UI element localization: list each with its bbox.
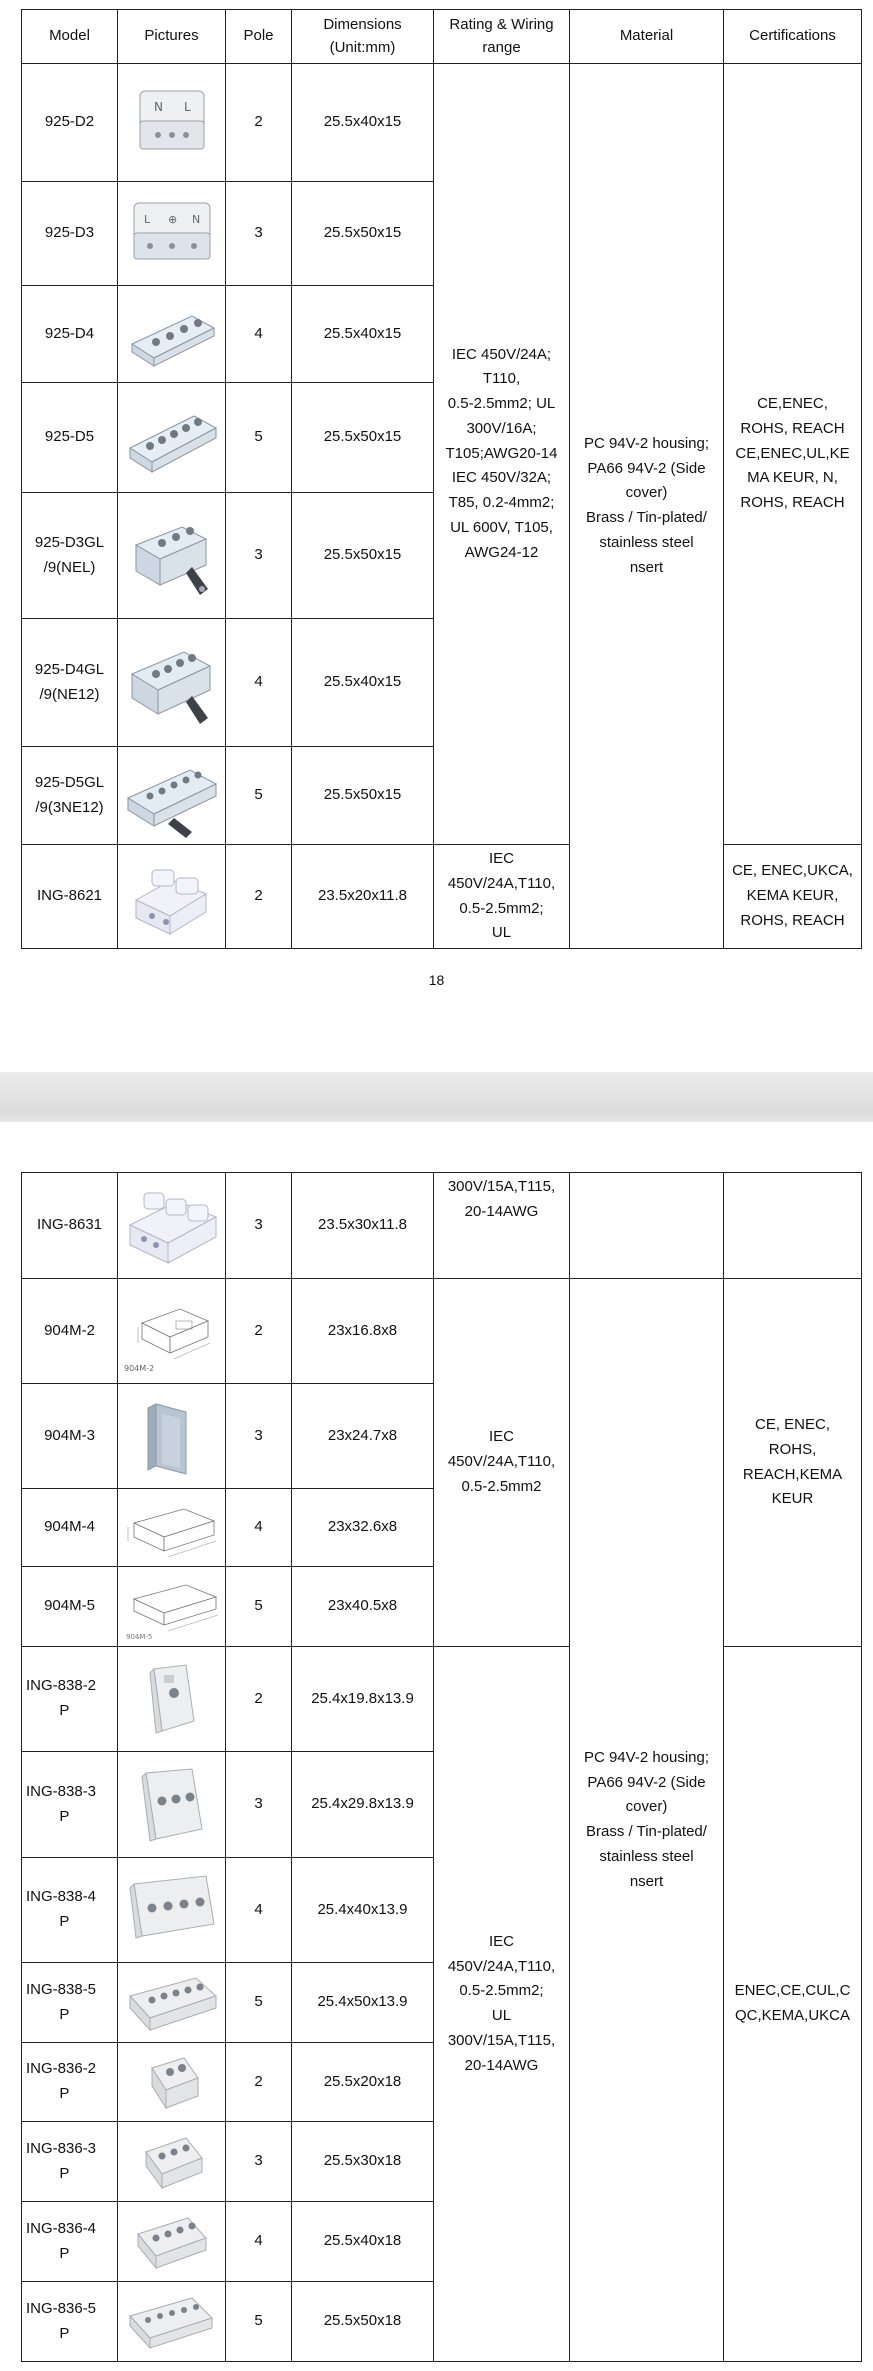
product-image xyxy=(118,182,226,286)
pole-cell: 4 xyxy=(226,2202,292,2282)
pole-cell: 4 xyxy=(226,1489,292,1567)
svg-text:L: L xyxy=(183,99,191,114)
pole-cell: 2 xyxy=(226,64,292,182)
pole-cell: 2 xyxy=(226,2043,292,2122)
pole-cell: 2 xyxy=(226,845,292,949)
pole-cell: 4 xyxy=(226,286,292,383)
model-cell: 925-D2 xyxy=(22,64,118,182)
product-image xyxy=(118,2282,226,2362)
pole-cell: 3 xyxy=(226,182,292,286)
material-cell-empty xyxy=(570,1173,724,1279)
model-cell: ING-838-3 P xyxy=(22,1752,118,1858)
certifications-cell: CE, ENEC, ROHS, REACH,KEMA KEUR xyxy=(724,1279,862,1647)
table-row xyxy=(22,1647,862,1752)
dimensions-cell: 25.4x50x13.9 xyxy=(292,1963,434,2043)
dimensions-cell: 23x32.6x8 xyxy=(292,1489,434,1567)
image-caption: 904M-5 xyxy=(126,1632,153,1641)
model-cell: 925-D3 xyxy=(22,182,118,286)
model-cell: 904M-4 xyxy=(22,1489,118,1567)
product-image xyxy=(118,1173,226,1279)
certifications-cell: CE, ENEC,UKCA, KEMA KEUR, ROHS, REACH xyxy=(724,845,862,949)
table-row xyxy=(22,64,862,182)
product-image xyxy=(118,619,226,747)
dimensions-cell: 25.5x50x15 xyxy=(292,383,434,493)
product-image xyxy=(118,2122,226,2202)
rating-cell: IEC 450V/24A,T110, 0.5-2.5mm2; UL xyxy=(434,845,570,949)
dimensions-cell: 25.5x50x18 xyxy=(292,2282,434,2362)
dimensions-cell: 25.5x50x15 xyxy=(292,493,434,619)
svg-text:⊕: ⊕ xyxy=(167,212,177,226)
svg-text:N: N xyxy=(153,99,163,114)
dimensions-cell: 23x40.5x8 xyxy=(292,1567,434,1647)
model-cell: ING-8621 xyxy=(22,845,118,949)
product-image xyxy=(118,64,226,182)
model-cell: ING-836-3 P xyxy=(22,2122,118,2202)
model-cell: ING-838-2 P xyxy=(22,1647,118,1752)
product-image xyxy=(118,1963,226,2043)
spec-table-page-1 xyxy=(21,9,862,949)
pole-cell: 3 xyxy=(226,2122,292,2202)
pole-cell: 3 xyxy=(226,1384,292,1489)
rating-cell: IEC 450V/24A,T110, 0.5-2.5mm2; UL 300V/15A,T115, 20-14AWG xyxy=(434,1647,570,2362)
dimensions-cell: 25.5x40x15 xyxy=(292,64,434,182)
model-cell: 925-D4GL /9(NE12) xyxy=(22,619,118,747)
document-page-1 xyxy=(0,0,873,1072)
model-cell: 925-D3GL /9(NEL) xyxy=(22,493,118,619)
dimensions-cell: 25.5x50x15 xyxy=(292,182,434,286)
certifications-cell: ENEC,CE,CUL,C QC,KEMA,UKCA xyxy=(724,1647,862,2362)
product-image xyxy=(118,1279,226,1384)
product-image xyxy=(118,845,226,949)
spec-table-page-2 xyxy=(21,1172,862,2362)
pole-cell: 5 xyxy=(226,2282,292,2362)
product-image xyxy=(118,286,226,383)
material-cell: PC 94V-2 housing; PA66 94V-2 (Side cover) Brass / Tin-plated/ stainless steel nsert xyxy=(570,64,724,949)
product-image xyxy=(118,1567,226,1647)
model-cell: ING-836-2 P xyxy=(22,2043,118,2122)
model-cell: 904M-5 xyxy=(22,1567,118,1647)
table-row xyxy=(22,845,862,949)
pole-cell: 5 xyxy=(226,383,292,493)
pole-cell: 5 xyxy=(226,1567,292,1647)
header-model: Model xyxy=(22,10,118,64)
document-page-2 xyxy=(0,1122,873,2371)
dimensions-cell: 25.5x20x18 xyxy=(292,2043,434,2122)
product-image xyxy=(118,1858,226,1963)
product-image xyxy=(118,1752,226,1858)
svg-text:N: N xyxy=(191,212,200,226)
pole-cell: 3 xyxy=(226,493,292,619)
model-cell: ING-8631 xyxy=(22,1173,118,1279)
dimensions-cell: 25.5x50x15 xyxy=(292,747,434,845)
product-image xyxy=(118,2043,226,2122)
material-cell: PC 94V-2 housing; PA66 94V-2 (Side cover) Brass / Tin-plated/ stainless steel nsert xyxy=(570,1279,724,2362)
header-pictures: Pictures xyxy=(118,10,226,64)
product-image xyxy=(118,2202,226,2282)
header-material: Material xyxy=(570,10,724,64)
pole-cell: 5 xyxy=(226,747,292,845)
page-separator xyxy=(0,1072,873,1122)
rating-cell: IEC 450V/24A,T110, 0.5-2.5mm2 xyxy=(434,1279,570,1647)
dimensions-cell: 25.5x40x15 xyxy=(292,286,434,383)
dimensions-cell: 25.4x29.8x13.9 xyxy=(292,1752,434,1858)
model-cell: 925-D5GL /9(3NE12) xyxy=(22,747,118,845)
dimensions-cell: 23x24.7x8 xyxy=(292,1384,434,1489)
pole-cell: 5 xyxy=(226,1963,292,2043)
dimensions-cell: 25.5x30x18 xyxy=(292,2122,434,2202)
pole-cell: 4 xyxy=(226,619,292,747)
model-cell: 904M-2 xyxy=(22,1279,118,1384)
dimensions-cell: 25.5x40x15 xyxy=(292,619,434,747)
dimensions-cell: 23.5x30x11.8 xyxy=(292,1173,434,1279)
dimensions-cell: 23.5x20x11.8 xyxy=(292,845,434,949)
pole-cell: 2 xyxy=(226,1647,292,1752)
pole-cell: 3 xyxy=(226,1173,292,1279)
model-cell: ING-836-4 P xyxy=(22,2202,118,2282)
product-image xyxy=(118,383,226,493)
rating-cell: IEC 450V/24A; T110, 0.5-2.5mm2; UL 300V/16A; T105;AWG20-14 IEC 450V/32A; T85, 0.2-4mm2; UL 600V, T105, AWG24-12 xyxy=(434,64,570,845)
dimensions-cell: 25.5x40x18 xyxy=(292,2202,434,2282)
header-row xyxy=(22,10,862,64)
header-pole: Pole xyxy=(226,10,292,64)
pole-cell: 2 xyxy=(226,1279,292,1384)
pole-cell: 4 xyxy=(226,1858,292,1963)
product-image xyxy=(118,1384,226,1489)
product-image xyxy=(118,1489,226,1567)
model-cell: 904M-3 xyxy=(22,1384,118,1489)
header-certifications: Certifications xyxy=(724,10,862,64)
dimensions-cell: 23x16.8x8 xyxy=(292,1279,434,1384)
table-row xyxy=(22,1173,862,1279)
rating-cell: 300V/15A,T115, 20-14AWG xyxy=(434,1173,570,1279)
model-cell: 925-D5 xyxy=(22,383,118,493)
product-image xyxy=(118,747,226,845)
dimensions-cell: 25.4x40x13.9 xyxy=(292,1858,434,1963)
header-rating: Rating & Wiring range xyxy=(434,10,570,64)
product-image xyxy=(118,493,226,619)
svg-text:L: L xyxy=(143,212,150,226)
pole-cell: 3 xyxy=(226,1752,292,1858)
model-cell: 925-D4 xyxy=(22,286,118,383)
model-cell: ING-838-4 P xyxy=(22,1858,118,1963)
page-number: 18 xyxy=(428,972,445,988)
image-caption: 904M-2 xyxy=(124,1364,155,1373)
dimensions-cell: 25.4x19.8x13.9 xyxy=(292,1647,434,1752)
header-dimensions: Dimensions (Unit:mm) xyxy=(292,10,434,64)
certifications-cell: CE,ENEC, ROHS, REACH CE,ENEC,UL,KE MA KEUR, N, ROHS, REACH xyxy=(724,64,862,845)
model-cell: ING-836-5 P xyxy=(22,2282,118,2362)
product-image xyxy=(118,1647,226,1752)
table-row xyxy=(22,1279,862,1384)
certifications-cell-empty xyxy=(724,1173,862,1279)
model-cell: ING-838-5 P xyxy=(22,1963,118,2043)
